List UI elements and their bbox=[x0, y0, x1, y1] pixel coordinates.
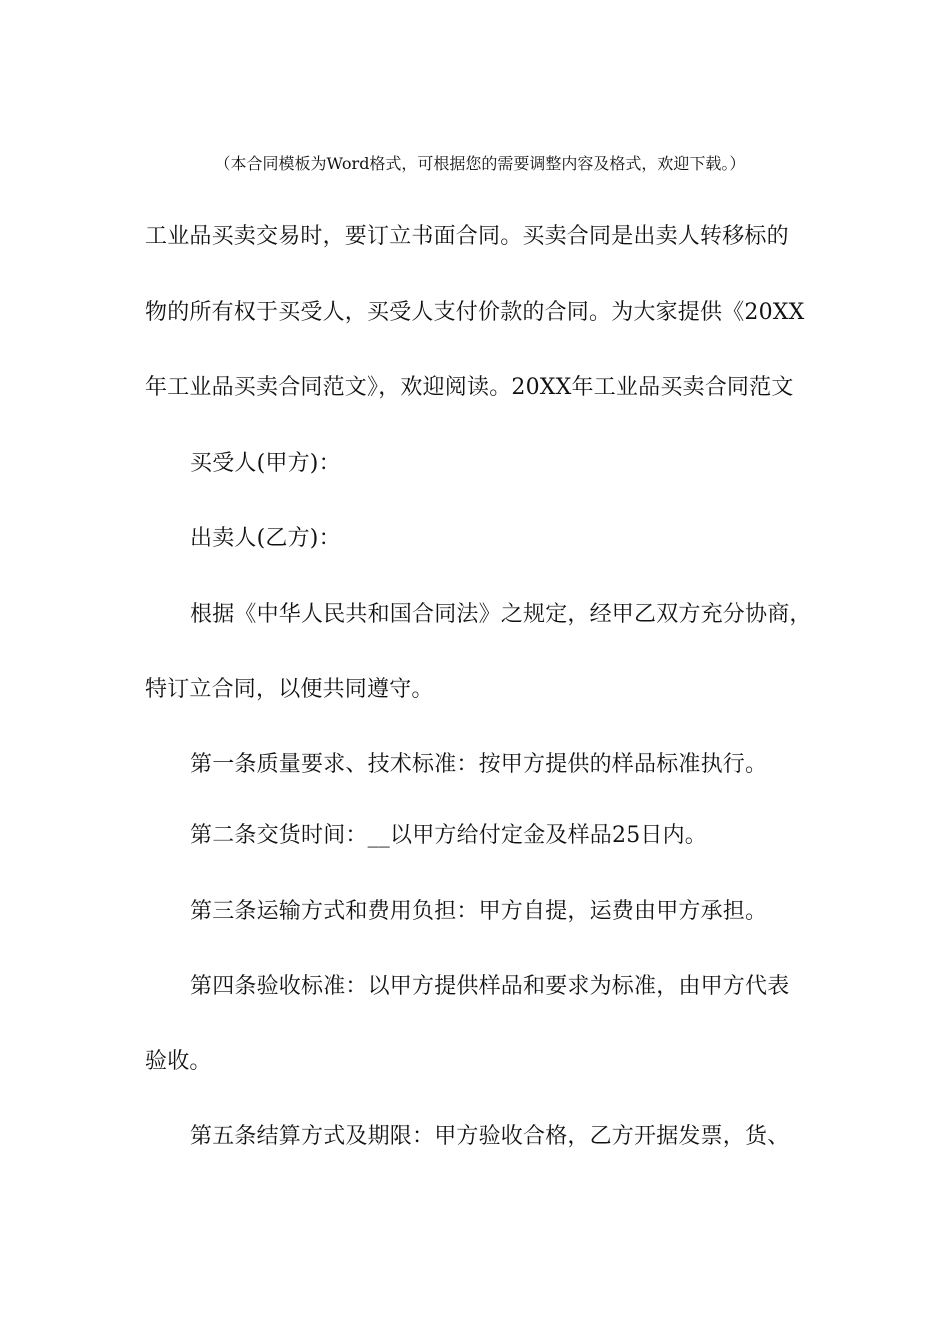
article-3: 第三条运输方式和费用负担：甲方自提，运费由甲方承担。 bbox=[190, 899, 768, 924]
basis-line-1: 根据《中华人民共和国合同法》之规定，经甲乙双方充分协商， bbox=[190, 602, 812, 627]
article-1: 第一条质量要求、技术标准：按甲方提供的样品标准执行。 bbox=[190, 752, 768, 777]
article-4-line-2: 验收。 bbox=[145, 1049, 212, 1074]
article-2: 第二条交货时间：__以甲方给付定金及样品25日内。 bbox=[190, 823, 707, 848]
seller-line: 出卖人(乙方)： bbox=[190, 526, 341, 551]
buyer-line: 买受人(甲方)： bbox=[190, 451, 341, 476]
article-4-line-1: 第四条验收标准：以甲方提供样品和要求为标准，由甲方代表 bbox=[190, 974, 790, 999]
template-note: （本合同模板为Word格式，可根据您的需要调整内容及格式，欢迎下载。） bbox=[214, 154, 746, 173]
intro-line-1: 工业品买卖交易时，要订立书面合同。买卖合同是出卖人转移标的 bbox=[145, 224, 789, 249]
intro-line-2: 物的所有权于买受人，买受人支付价款的合同。为大家提供《20XX bbox=[145, 300, 805, 325]
intro-line-3: 年工业品买卖合同范文》，欢迎阅读。20XX年工业品买卖合同范文 bbox=[145, 375, 794, 400]
basis-line-2: 特订立合同，以便共同遵守。 bbox=[145, 677, 434, 702]
article-5-line-1: 第五条结算方式及期限：甲方验收合格，乙方开据发票，货、 bbox=[190, 1124, 790, 1149]
